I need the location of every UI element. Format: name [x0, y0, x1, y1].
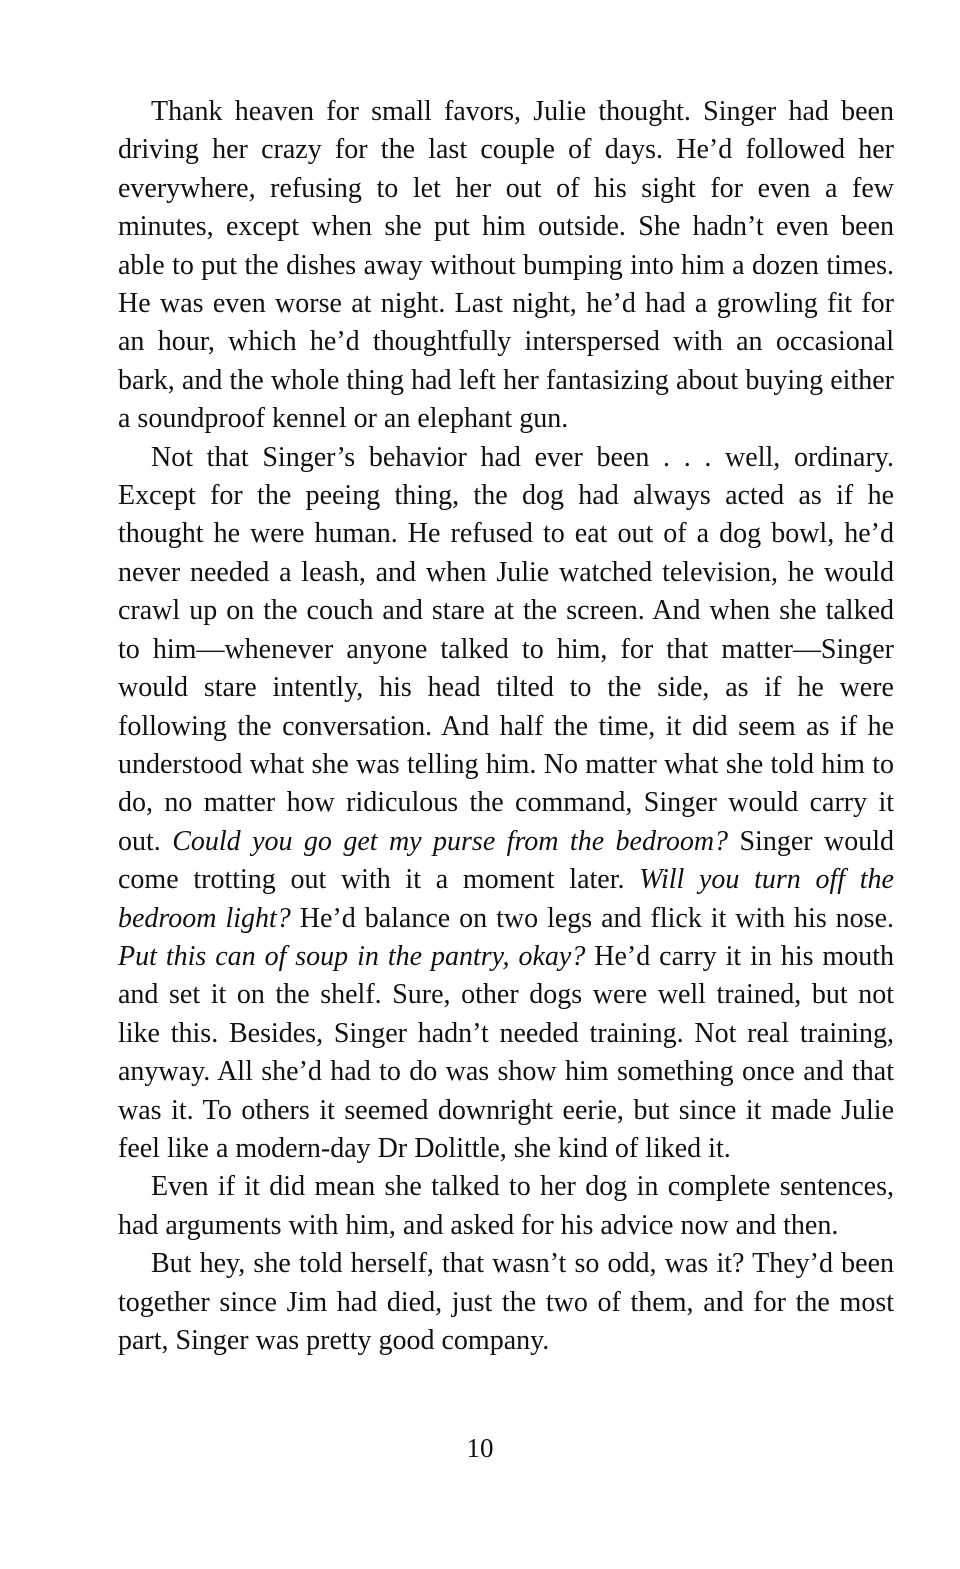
italic-dialogue-soup: Put this can of soup in the pantry, okay?: [118, 940, 586, 972]
italic-dialogue-purse: Could you go get my purse from the bedroom?: [172, 825, 729, 857]
paragraph-2: Not that Singer’s behavior had ever been . . . well, ordinary. Except for the peeing thing, the dog had always acted as if he thought he were human. He refused to eat out of a dog bowl, he’d never needed a leash, and when Julie watched television, he would crawl up on the couch and stare at the screen. And when she talked to him—whenever anyone talked to him, for that matter—Singer would stare intently, his head tilted to the side, as if he were following the conversation. And half the time, it did seem as if he understood what she was telling him. No matter what she told him to do, no matter how ridiculous the command, Singer would carry it out. Could you go get my purse from the bedroom? Singer would come trotting out with it a moment later. Will you turn off the bedroom light? He’d balance on two legs and flick it with his nose. Put this can of soup in the pantry, okay? He’d carry it in his mouth and set it on the shelf. Sure, other dogs were well trained, but not like this. Besides, Singer hadn’t needed training. Not real training, anyway. All she’d had to do was show him something once and that was it. To others it seemed downright eerie, but since it made Julie feel like a modern-day Dr Dolittle, she kind of liked it.: [118, 441, 894, 1164]
page-number: 10: [466, 1433, 494, 1463]
paragraph-4: But hey, she told herself, that wasn’t so odd, was it? They’d been together since Jim had died, just the two of them, and for the most part, Singer was pretty good company.: [118, 1248, 894, 1356]
paragraph-3: Even if it did mean she talked to her dog in complete sentences, had arguments with him, and asked for his advice now and then.: [118, 1171, 894, 1241]
italic-dialogue-light: Will you turn off the bedroom light?: [118, 864, 894, 934]
body-text: [118, 93, 894, 1360]
paragraph-1: Thank heaven for small favors, Julie thought. Singer had been driving her crazy for the last couple of days. He’d followed her everywhere, refusing to let her out of his sight for even a few minutes, except when she put him outside. She hadn’t even been able to put the dishes away without bumping into him a dozen times. He was even worse at night. Last night, he’d had a growling fit for an hour, which he’d thoughtfully interspersed with an occasional bark, and the whole thing had left her fantasizing about buying either a soundproof kennel or an elephant gun.: [118, 96, 894, 435]
